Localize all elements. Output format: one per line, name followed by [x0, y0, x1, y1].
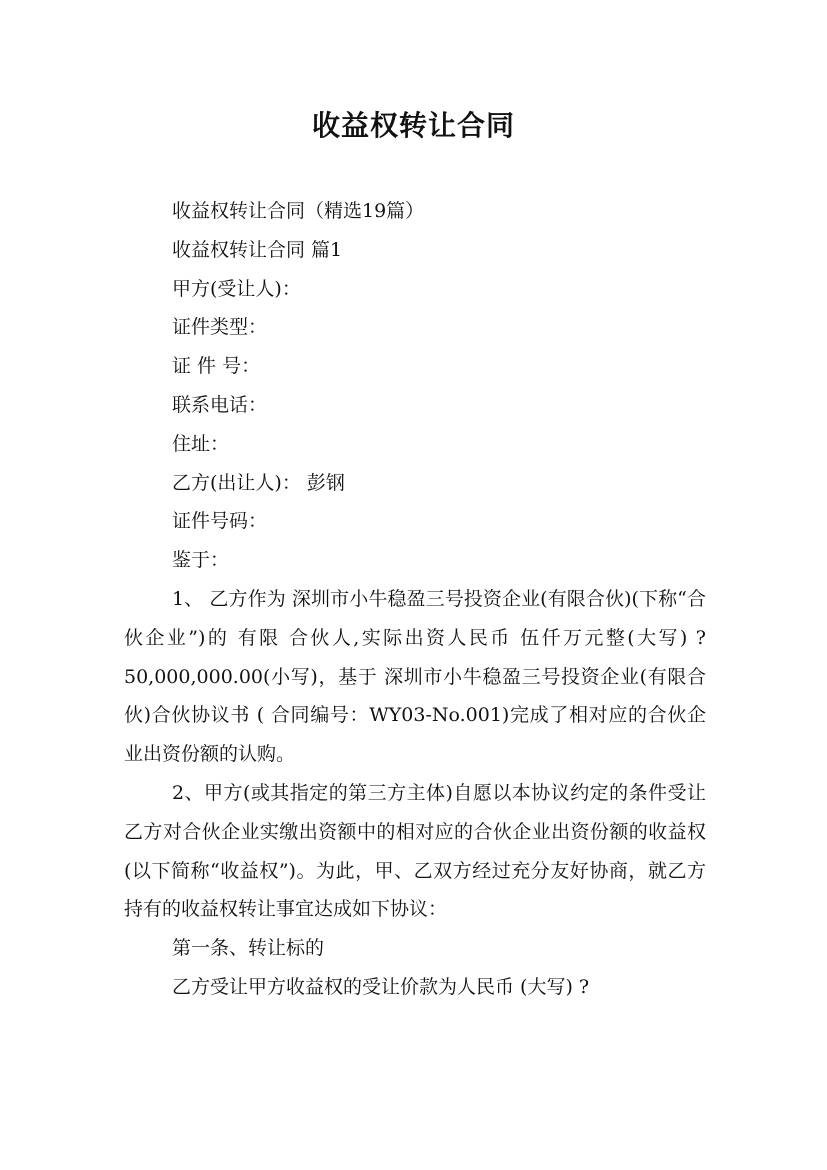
party-a-line: 甲方(受让人)：: [172, 277, 301, 300]
document-title: 收益权转让合同: [311, 109, 515, 142]
document-body: [124, 192, 706, 1007]
paragraph-1: 1、 乙方作为 深圳市小牛稳盈三号投资企业(有限合伙)(下称“合伙企业”)的 有限 合伙人,实际出资人民币 伍仟万元整(大写) ?50,000,000.00(小写)，基于 深圳市小牛稳盈三号投资企业(有限合伙)合伙协议书 ( 合同编号：WY03-No.001)完成了相对应的合伙企业出资份额的认购。: [124, 587, 706, 766]
phone-line: 联系电话：: [172, 393, 268, 416]
article-heading: 收益权转让合同 篇1: [172, 238, 343, 261]
id-number-line: 证 件 号：: [172, 355, 261, 378]
address-line: 住址：: [172, 432, 230, 455]
section-1-heading: 第一条、转让标的: [172, 937, 325, 960]
party-b-line: 乙方(出让人)： 彭钢: [172, 471, 345, 494]
id-type-line: 证件类型：: [172, 316, 268, 339]
whereas-line: 鉴于：: [172, 549, 230, 572]
paragraph-3: 乙方受让甲方收益权的受让价款为人民币 (大写) ?: [172, 975, 590, 998]
subtitle-line: 收益权转让合同（精选19篇）: [172, 200, 425, 222]
party-b-id-line: 证件号码：: [172, 510, 268, 533]
paragraph-2: 2、甲方(或其指定的第三方主体)自愿以本协议约定的条件受让乙方对合伙企业实缴出资额中的相对应的合伙企业出资份额的收益权(以下简称“收益权”)。为此，甲、乙双方经过充分友好协商，就乙方持有的收益权转让事宜达成如下协议：: [124, 781, 706, 921]
